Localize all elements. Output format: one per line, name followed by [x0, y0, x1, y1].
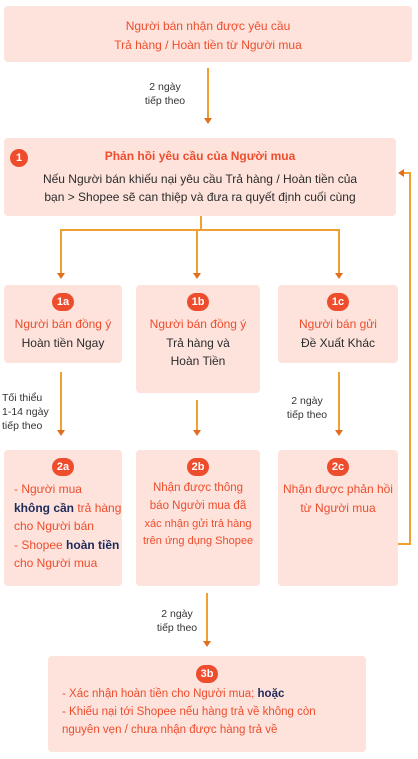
box-2b-return-confirmed: [136, 450, 260, 586]
arrow-down-icon: [57, 430, 65, 436]
box-1b-line-2: Trả hàng và: [166, 335, 230, 350]
box-2a-no-return: [4, 450, 122, 586]
branch-line-1a: [60, 229, 62, 273]
box-2b-line-3: xác nhận gửi trả hàng: [144, 517, 252, 530]
connector-1a-2a: [60, 372, 62, 430]
box-2a-line-4: - Shopee: [14, 537, 67, 552]
badge-2a: 2a: [52, 458, 74, 476]
box-3b-line-1: - Xác nhận hoàn tiền cho Người mua;: [62, 688, 258, 700]
arrow-down-icon: [57, 273, 65, 279]
connector-line: [207, 68, 209, 118]
loop-line-vertical: [409, 172, 411, 545]
box-2b-line-4: trên ứng dụng Shopee: [142, 534, 254, 547]
request-line-1: Người bán nhận được yêu cầu: [125, 19, 291, 33]
box-3b-line-3: nguyên vẹn / chưa nhận được hàng trả về: [62, 723, 278, 736]
arrow-left-icon: [398, 169, 404, 177]
box-request-received: [4, 6, 412, 62]
branch-line-1b: [196, 229, 198, 273]
step-label-2-days: 2 ngày tiếp theo: [144, 81, 186, 108]
box-1a-line-1: Người bán đồng ý: [14, 317, 112, 331]
box-2a-line-5: cho Người mua: [14, 556, 98, 571]
step-label-1-14-days: Tối thiểu 1-14 ngày tiếp theo: [2, 392, 49, 433]
connector-2b-3b: [206, 593, 208, 641]
badge-2b: 2b: [187, 458, 209, 476]
loop-line-top: [404, 172, 411, 174]
respond-line-2: bạn > Shopee sẽ can thiệp và đưa ra quyết định cuối cùng: [44, 190, 356, 205]
badge-1: 1: [10, 149, 28, 167]
arrow-down-icon: [335, 273, 343, 279]
branch-horizontal: [60, 229, 340, 231]
box-2a-bold-refund: hoàn tiền: [66, 537, 120, 552]
box-1c-other-proposal: [278, 285, 398, 363]
box-1a-line-2: Hoàn tiền Ngay: [21, 335, 105, 350]
box-2c-buyer-response: [278, 450, 398, 586]
badge-2c: 2c: [327, 458, 349, 476]
box-2b-line-1: Nhận được thông: [152, 482, 244, 494]
step-label-2-days-1c: 2 ngày tiếp theo: [286, 395, 328, 422]
box-3b-bold-or: hoặc: [257, 688, 285, 700]
badge-1c: 1c: [327, 293, 349, 311]
box-respond-request: [4, 138, 396, 216]
box-3b-line-2: - Khiếu nại tới Shopee nếu hàng trả về không còn: [62, 705, 316, 718]
box-1c-line-2: Đề Xuất Khác: [300, 335, 376, 350]
badge-1b: 1b: [187, 293, 209, 311]
box-1b-return-refund: [136, 285, 260, 393]
step-label-2-days-2b: 2 ngày tiếp theo: [156, 608, 198, 635]
arrow-down-icon: [204, 118, 212, 124]
branch-line-1c: [338, 229, 340, 273]
respond-line-1: Nếu Người bán khiếu nại yêu cầu Trả hàng / Hoàn tiền của: [42, 171, 358, 186]
box-2a-line-2: trả hàng: [74, 500, 122, 515]
box-2a-line-1: - Người mua: [14, 482, 82, 496]
arrow-down-icon: [193, 273, 201, 279]
arrow-down-icon: [335, 430, 343, 436]
box-1b-line-1: Người bán đồng ý: [149, 317, 247, 331]
arrow-down-icon: [193, 430, 201, 436]
badge-3b: 3b: [196, 665, 218, 683]
request-line-2: Trả hàng / Hoàn tiền từ Người mua: [114, 37, 302, 52]
branch-stem: [200, 216, 202, 230]
box-2c-line-1: Nhận được phản hồi: [283, 482, 393, 496]
box-2b-line-2: báo Người mua đã: [149, 499, 247, 512]
box-2a-bold-no-need: không cần: [14, 500, 75, 515]
box-3b-confirm-or-dispute: [48, 656, 366, 752]
arrow-down-icon: [203, 641, 211, 647]
connector-1c-2c: [338, 372, 340, 430]
badge-1a: 1a: [52, 293, 74, 311]
box-2c-line-2: từ Người mua: [300, 500, 376, 515]
respond-title: Phản hồi yêu cầu của Người mua: [104, 149, 296, 163]
box-1c-line-1: Người bán gửi: [299, 317, 377, 331]
box-1b-line-3: Hoàn Tiền: [170, 354, 226, 369]
connector-1b-2b: [196, 400, 198, 430]
box-2a-line-3: cho Người bán: [14, 519, 94, 534]
box-1a-refund-now: [4, 285, 122, 363]
